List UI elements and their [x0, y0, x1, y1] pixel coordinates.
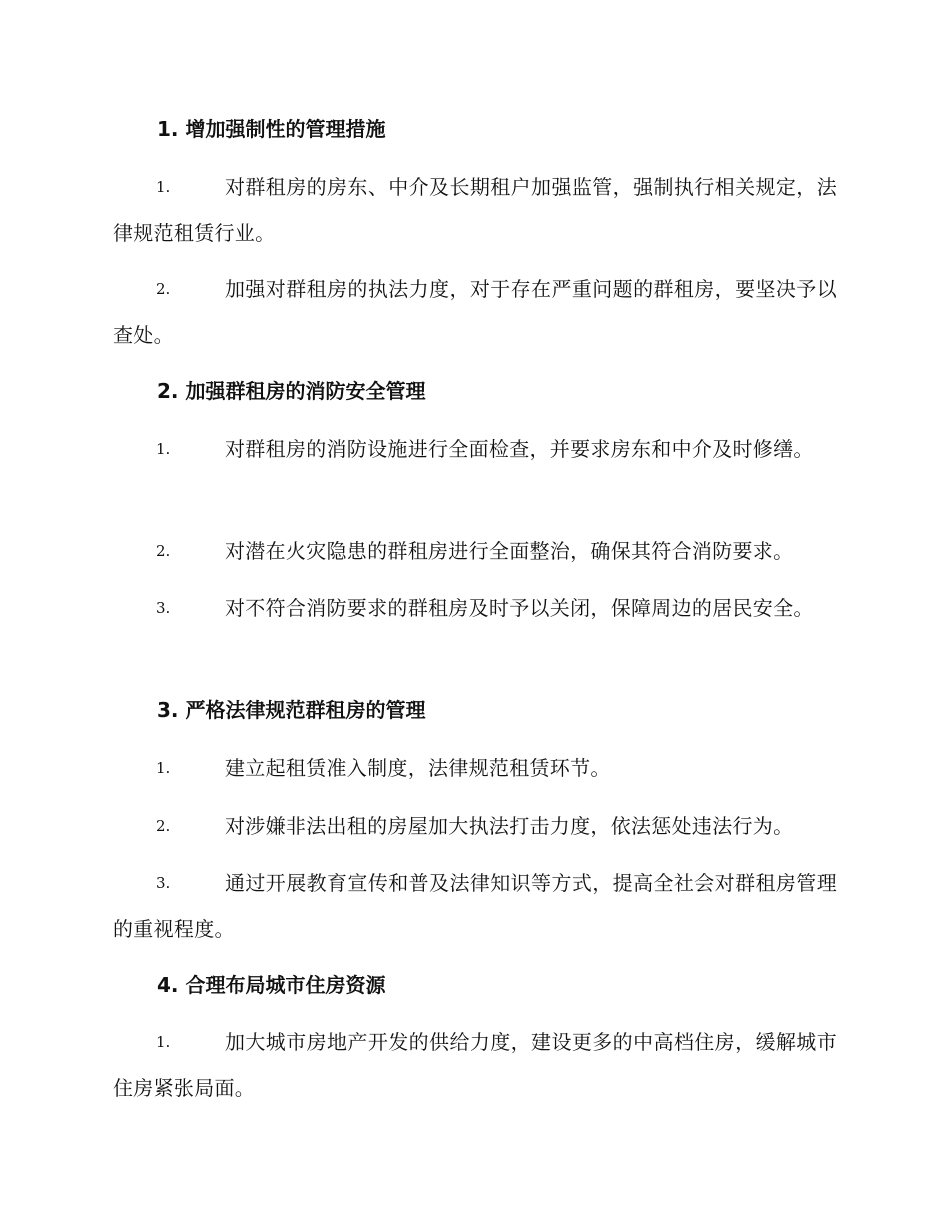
item-text: 对群租房的消防设施进行全面检查，并要求房东和中介及时修缮。	[225, 437, 814, 461]
list-item	[113, 172, 837, 256]
item-text: 建立起租赁准入制度，法律规范租赁环节。	[225, 756, 611, 780]
item-text: 对不符合消防要求的群租房及时予以关闭，保障周边的居民安全。	[225, 596, 814, 620]
list-item	[113, 274, 837, 358]
item-text: 通过开展教育宣传和普及法律知识等方式，提高全社会对群租房管理的重视程度。	[113, 871, 837, 941]
item-number: 2.	[156, 817, 171, 835]
list-item	[113, 536, 837, 574]
item-number: 1.	[156, 1033, 171, 1051]
list-item	[113, 811, 837, 849]
item-text: 加强对群租房的执法力度，对于存在严重问题的群租房，要坚决予以查处。	[113, 277, 837, 347]
item-number: 3.	[156, 599, 171, 617]
item-text: 对涉嫌非法出租的房屋加大执法打击力度，依法惩处违法行为。	[225, 814, 794, 838]
item-text: 对群租房的房东、中介及长期租户加强监管，强制执行相关规定，法律规范租赁行业。	[113, 175, 837, 245]
section-heading: 2. 加强群租房的消防安全管理	[157, 379, 426, 403]
item-number: 1.	[156, 759, 171, 777]
item-text: 加大城市房地产开发的供给力度，建设更多的中高档住房，缓解城市住房紧张局面。	[113, 1030, 837, 1100]
section-heading: 4. 合理布局城市住房资源	[157, 973, 386, 997]
list-item	[113, 1027, 837, 1111]
list-item	[113, 868, 837, 952]
item-number: 1.	[156, 178, 171, 196]
item-number: 2.	[156, 280, 171, 298]
item-text: 对潜在火灾隐患的群租房进行全面整治，确保其符合消防要求。	[225, 539, 794, 563]
item-number: 2.	[156, 542, 171, 560]
item-number: 3.	[156, 874, 171, 892]
item-number: 1.	[156, 440, 171, 458]
list-item	[113, 593, 837, 631]
section-heading: 1. 增加强制性的管理措施	[157, 117, 386, 141]
list-item	[113, 753, 837, 791]
list-item	[113, 434, 837, 472]
section-heading: 3. 严格法律规范群租房的管理	[157, 698, 426, 722]
